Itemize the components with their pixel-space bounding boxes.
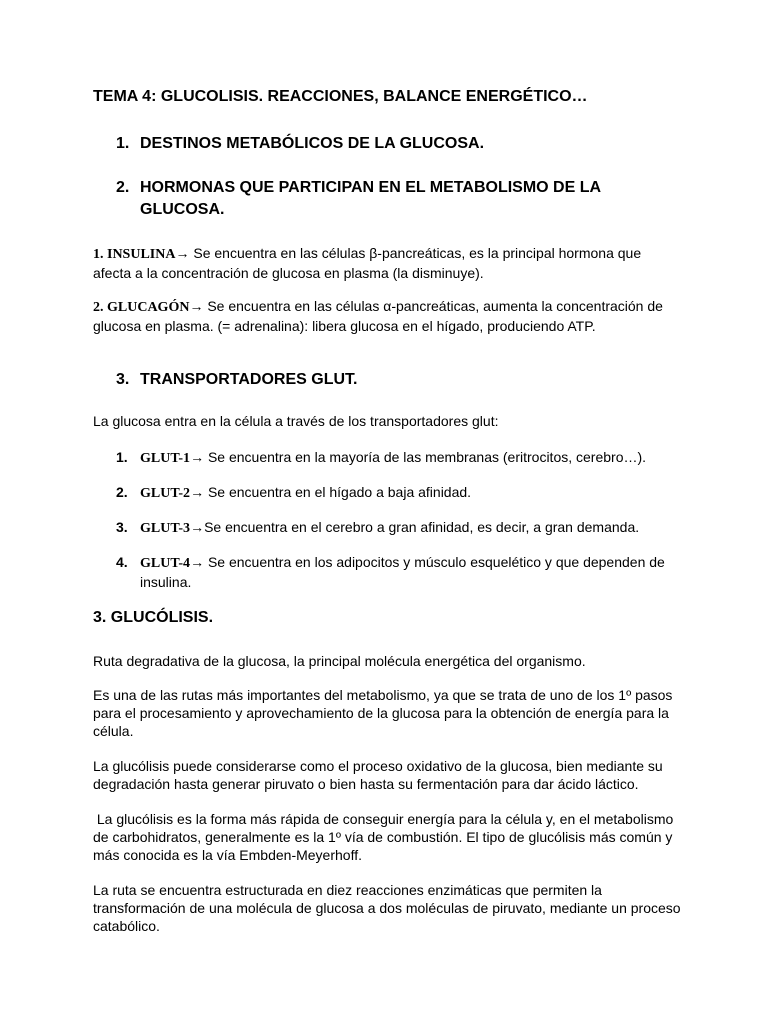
heading-text: TRANSPORTADORES GLUT. [140, 371, 358, 388]
heading-number: 1. [116, 135, 130, 152]
heading-text: HORMONAS QUE PARTICIPAN EN EL METABOLISMO DE LA GLUCOSA. [140, 179, 601, 218]
glut-label: GLUT-1 [140, 451, 191, 466]
hormone-description: Se encuentra en las células β-pancreáticas, es la principal hormona que afecta a la concentración de glucosa en plasma (la disminuye). [93, 245, 642, 281]
arrow-icon: → [190, 519, 205, 535]
glut-item [116, 518, 676, 538]
hormone-description: Se encuentra en las células α-pancreáticas, aumenta la concentración de glucosa en plasma. (= adrenalina): libera glucosa en el hígado, produciendo ATP. [93, 298, 663, 334]
glut-description: Se encuentra en los adipocitos y músculo esquelético y que dependen de insulina. [140, 554, 665, 590]
list-number: 1. [116, 449, 128, 465]
hormone-glucagon [93, 297, 683, 335]
paragraph: La glucólisis es la forma más rápida de conseguir energía para la célula y, en el metabolismo de carbohidratos, generalmente es la 1º vía de combustión. El tipo de glucólisis más común y más conocida es la vía Embden-Meyerhoff. [93, 811, 678, 863]
glut-item [116, 553, 676, 591]
glut-description: Se encuentra en el hígado a baja afinidad. [204, 484, 472, 500]
paragraph: La ruta se encuentra estructurada en diez reacciones enzimáticas que permiten la transformación de una molécula de glucosa a dos moléculas de piruvato, mediante un proceso catabólico. [93, 882, 681, 934]
hormone-label: 2. GLUCAGÓN [93, 300, 190, 315]
glut-item [116, 448, 676, 468]
glut-label: GLUT-2 [140, 486, 191, 501]
arrow-icon: → [190, 449, 205, 465]
glut-intro: La glucosa entra en la célula a través de los transportadores glut: [93, 413, 499, 429]
section-number: 3. [93, 609, 107, 626]
glut-label: GLUT-4 [140, 556, 191, 571]
glut-description: Se encuentra en el cerebro a gran afinidad, es decir, a gran demanda. [204, 519, 640, 535]
paragraph: La glucólisis puede considerarse como el proceso oxidativo de la glucosa, bien mediante su degradación hasta generar piruvato o bien hasta su fermentación para dar ácido láctico. [93, 758, 663, 792]
hormone-label: 1. INSULINA [93, 247, 176, 262]
paragraph: Ruta degradativa de la glucosa, la principal molécula energética del organismo. [93, 653, 586, 669]
list-number: 2. [116, 484, 128, 500]
hormone-insulina [93, 244, 683, 282]
heading-transportadores [116, 369, 676, 391]
glut-item [116, 483, 676, 503]
glut-label: GLUT-3 [140, 521, 191, 536]
arrow-icon: → [190, 554, 205, 570]
heading-hormonas [116, 177, 676, 221]
arrow-icon: → [190, 484, 205, 500]
heading-number: 3. [116, 371, 130, 388]
section-title: GLUCÓLISIS. [106, 609, 214, 626]
heading-text: DESTINOS METABÓLICOS DE LA GLUCOSA. [140, 135, 485, 152]
paragraph: Es una de las rutas más importantes del metabolismo, ya que se trata de uno de los 1º pasos para el procesamiento y aprovechamiento de la glucosa para la obtención de energía para la célula. [93, 687, 673, 739]
arrow-icon: → [175, 245, 190, 261]
section-glucolisis [93, 608, 213, 628]
heading-destinos [116, 133, 676, 155]
list-number: 4. [116, 554, 128, 570]
heading-number: 2. [116, 179, 130, 196]
list-number: 3. [116, 519, 128, 535]
arrow-icon: → [189, 298, 204, 314]
glut-description: Se encuentra en la mayoría de las membranas (eritrocitos, cerebro…). [204, 449, 647, 465]
document-title: TEMA 4: GLUCOLISIS. REACCIONES, BALANCE ENERGÉTICO… [93, 88, 588, 105]
